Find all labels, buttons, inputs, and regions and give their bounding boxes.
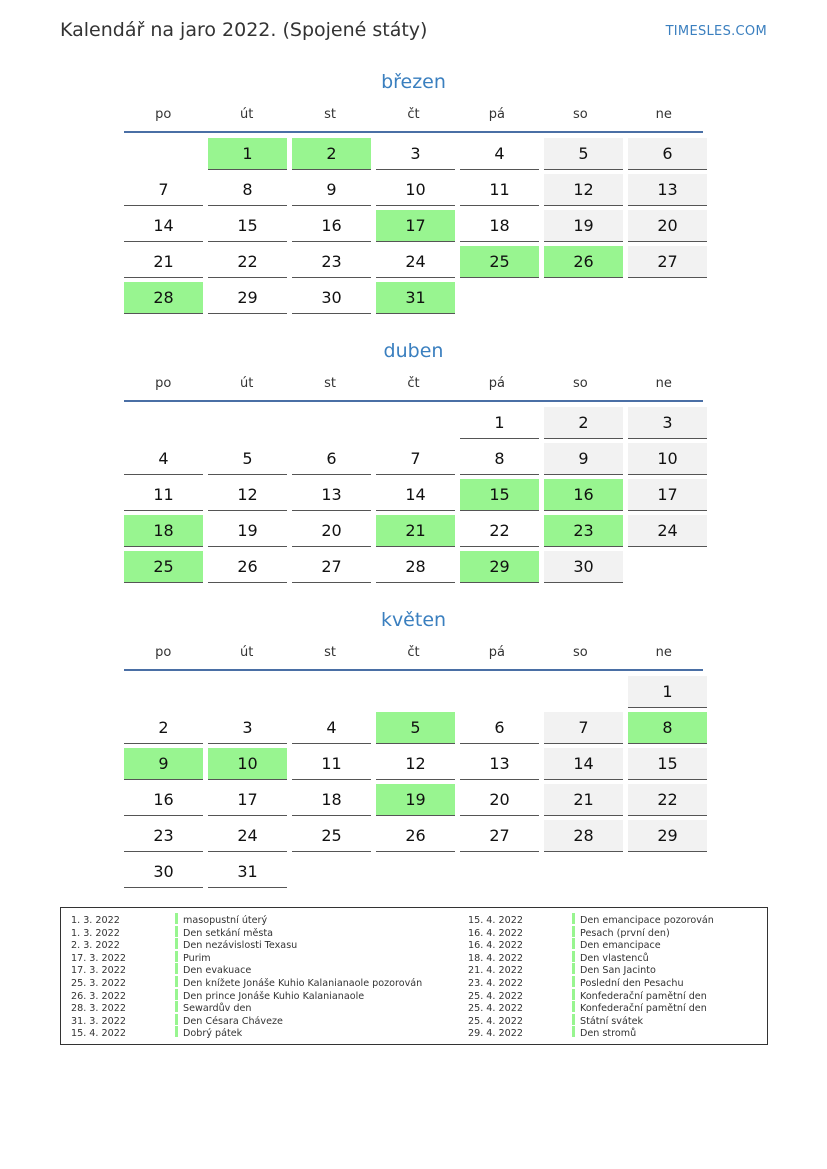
holiday-row <box>61 1001 422 1014</box>
day-cell: 6 <box>292 443 371 475</box>
weekday-label: so <box>572 106 588 122</box>
holiday-day-cell: 25 <box>460 246 539 278</box>
weekday-label: st <box>324 375 336 391</box>
holiday-row <box>458 976 714 989</box>
day-cell: 26 <box>376 820 455 852</box>
holiday-day-cell: 31 <box>376 282 455 314</box>
day-cell: 20 <box>628 210 707 242</box>
holiday-name: Konfederační pamětní den <box>580 990 707 1002</box>
holiday-name: Konfederační pamětní den <box>580 1003 707 1015</box>
day-cell: 3 <box>628 407 707 439</box>
holiday-date: 15. 4. 2022 <box>468 915 523 926</box>
holiday-date: 26. 3. 2022 <box>71 990 126 1002</box>
day-cell: 29 <box>628 820 707 852</box>
day-cell: 11 <box>292 748 371 780</box>
day-cell: 14 <box>376 479 455 511</box>
weekday-header <box>124 103 703 125</box>
weekday-label: so <box>572 644 588 660</box>
empty-cell <box>460 676 539 708</box>
day-cell: 12 <box>544 174 623 206</box>
day-grid <box>124 407 703 583</box>
day-cell: 6 <box>628 138 707 170</box>
holiday-date: 28. 3. 2022 <box>71 1003 126 1015</box>
holiday-row <box>61 989 422 1002</box>
empty-cell <box>292 676 371 708</box>
day-cell: 8 <box>208 174 287 206</box>
day-cell: 4 <box>124 443 203 475</box>
holiday-day-cell: 1 <box>208 138 287 170</box>
day-cell: 1 <box>460 407 539 439</box>
day-cell: 24 <box>628 515 707 547</box>
month-name: květen <box>380 609 447 631</box>
weekday-label: čt <box>407 644 420 660</box>
day-cell: 5 <box>208 443 287 475</box>
day-cell: 10 <box>628 443 707 475</box>
day-cell: 10 <box>376 174 455 206</box>
holiday-marker <box>175 1026 178 1037</box>
day-cell: 23 <box>292 246 371 278</box>
empty-cell <box>544 676 623 708</box>
day-cell: 30 <box>124 856 203 888</box>
day-grid <box>124 676 703 888</box>
holiday-name: Den prince Jonáše Kuhio Kalanianaole <box>183 990 365 1002</box>
weekday-label: ne <box>655 375 672 391</box>
holiday-marker <box>175 1014 178 1025</box>
empty-cell <box>376 676 455 708</box>
holiday-day-cell: 9 <box>124 748 203 780</box>
weekday-label: st <box>324 644 336 660</box>
holiday-day-cell: 19 <box>376 784 455 816</box>
holiday-date: 1. 3. 2022 <box>71 915 120 926</box>
holiday-name: Pesach (první den) <box>580 927 670 939</box>
day-cell: 28 <box>376 551 455 583</box>
holiday-day-cell: 15 <box>460 479 539 511</box>
weekday-label: pá <box>488 106 505 122</box>
holiday-marker <box>572 938 575 949</box>
holiday-marker <box>572 913 575 924</box>
day-cell: 31 <box>208 856 287 888</box>
holiday-day-cell: 8 <box>628 712 707 744</box>
holiday-name: Dobrý pátek <box>183 1028 243 1040</box>
holiday-day-cell: 2 <box>292 138 371 170</box>
weekday-label: čt <box>407 375 420 391</box>
weekday-label: ne <box>655 644 672 660</box>
empty-cell <box>292 407 371 439</box>
holiday-date: 1. 3. 2022 <box>71 927 120 939</box>
day-cell: 14 <box>544 748 623 780</box>
holiday-date: 31. 3. 2022 <box>71 1015 126 1027</box>
day-cell: 22 <box>460 515 539 547</box>
day-cell: 22 <box>208 246 287 278</box>
day-cell: 2 <box>124 712 203 744</box>
holiday-row <box>61 926 422 939</box>
day-cell: 20 <box>292 515 371 547</box>
holiday-day-cell: 29 <box>460 551 539 583</box>
day-cell: 13 <box>460 748 539 780</box>
header-divider <box>124 131 703 133</box>
holiday-row <box>458 1001 714 1014</box>
day-cell: 29 <box>208 282 287 314</box>
day-cell: 5 <box>544 138 623 170</box>
holiday-marker <box>175 913 178 924</box>
day-cell: 19 <box>544 210 623 242</box>
holiday-day-cell: 10 <box>208 748 287 780</box>
day-cell: 21 <box>124 246 203 278</box>
holiday-name: masopustní úterý <box>183 915 268 926</box>
holiday-row <box>61 1014 422 1027</box>
holiday-date: 29. 4. 2022 <box>468 1028 523 1040</box>
weekday-label: út <box>239 375 254 391</box>
day-cell: 21 <box>544 784 623 816</box>
holiday-row <box>61 963 422 976</box>
holiday-marker <box>175 951 178 962</box>
day-cell: 24 <box>208 820 287 852</box>
weekday-header <box>124 641 703 663</box>
empty-cell <box>124 676 203 708</box>
empty-cell <box>376 407 455 439</box>
day-cell: 4 <box>460 138 539 170</box>
day-cell: 7 <box>544 712 623 744</box>
day-cell: 20 <box>460 784 539 816</box>
day-cell: 3 <box>376 138 455 170</box>
holiday-date: 16. 4. 2022 <box>468 940 523 952</box>
holiday-list-right <box>458 913 714 1039</box>
day-cell: 11 <box>460 174 539 206</box>
weekday-label: út <box>239 644 254 660</box>
day-cell: 8 <box>460 443 539 475</box>
day-cell: 4 <box>292 712 371 744</box>
holiday-marker <box>572 926 575 937</box>
holiday-name: Den stromů <box>580 1028 637 1040</box>
holiday-name: Den Césara Cháveze <box>183 1015 283 1027</box>
month-april <box>124 337 703 583</box>
holiday-marker <box>572 989 575 1000</box>
holiday-name: Den San Jacinto <box>580 965 656 977</box>
day-cell: 26 <box>208 551 287 583</box>
weekday-label: pá <box>488 375 505 391</box>
day-cell: 11 <box>124 479 203 511</box>
holiday-marker <box>175 976 178 987</box>
day-cell: 18 <box>292 784 371 816</box>
brand-link[interactable]: TIMESLES.COM <box>665 24 767 39</box>
holiday-list <box>60 907 768 1045</box>
holiday-day-cell: 21 <box>376 515 455 547</box>
holiday-day-cell: 25 <box>124 551 203 583</box>
day-cell: 18 <box>460 210 539 242</box>
month-name: březen <box>381 71 446 93</box>
holiday-day-cell: 16 <box>544 479 623 511</box>
day-cell: 14 <box>124 210 203 242</box>
day-grid <box>124 138 703 314</box>
day-cell: 13 <box>628 174 707 206</box>
empty-cell <box>208 676 287 708</box>
holiday-date: 17. 3. 2022 <box>71 965 126 977</box>
holiday-marker <box>175 963 178 974</box>
holiday-date: 16. 4. 2022 <box>468 927 523 939</box>
holiday-row <box>458 963 714 976</box>
holiday-date: 25. 4. 2022 <box>468 1015 523 1027</box>
month-march <box>124 68 703 314</box>
day-cell: 7 <box>376 443 455 475</box>
empty-cell <box>124 138 203 170</box>
holiday-name: Purim <box>183 952 211 964</box>
holiday-day-cell: 23 <box>544 515 623 547</box>
holiday-name: Státní svátek <box>580 1015 644 1027</box>
day-cell: 2 <box>544 407 623 439</box>
holiday-day-cell: 17 <box>376 210 455 242</box>
day-cell: 30 <box>544 551 623 583</box>
holiday-date: 25. 3. 2022 <box>71 977 126 989</box>
holiday-date: 2. 3. 2022 <box>71 940 120 952</box>
day-cell: 7 <box>124 174 203 206</box>
holiday-name: Den emancipace <box>580 940 661 952</box>
holiday-date: 25. 4. 2022 <box>468 990 523 1002</box>
weekday-label: po <box>155 644 172 660</box>
holiday-row <box>458 926 714 939</box>
month-may <box>124 606 703 888</box>
day-cell: 22 <box>628 784 707 816</box>
holiday-list-left <box>61 913 422 1039</box>
holiday-marker <box>175 1001 178 1012</box>
holiday-marker <box>572 951 575 962</box>
day-cell: 23 <box>124 820 203 852</box>
day-cell: 28 <box>544 820 623 852</box>
day-cell: 15 <box>208 210 287 242</box>
holiday-marker <box>175 989 178 1000</box>
holiday-row <box>458 989 714 1002</box>
holiday-marker <box>175 938 178 949</box>
holiday-name: Den vlastenců <box>580 952 649 964</box>
day-cell: 16 <box>292 210 371 242</box>
day-cell: 12 <box>208 479 287 511</box>
holiday-date: 15. 4. 2022 <box>71 1028 126 1040</box>
holiday-date: 18. 4. 2022 <box>468 952 523 964</box>
day-cell: 12 <box>376 748 455 780</box>
holiday-marker <box>572 963 575 974</box>
holiday-date: 21. 4. 2022 <box>468 965 523 977</box>
day-cell: 19 <box>208 515 287 547</box>
day-cell: 9 <box>292 174 371 206</box>
holiday-row <box>458 913 714 926</box>
holiday-name: Den knížete Jonáše Kuhio Kalanianaole pozorován <box>183 977 423 989</box>
holiday-name: Den evakuace <box>183 965 252 977</box>
holiday-date: 23. 4. 2022 <box>468 977 523 989</box>
holiday-marker <box>175 926 178 937</box>
holiday-day-cell: 28 <box>124 282 203 314</box>
holiday-row <box>61 1026 422 1039</box>
day-cell: 15 <box>628 748 707 780</box>
header-divider <box>124 400 703 402</box>
weekday-label: út <box>239 106 254 122</box>
day-cell: 13 <box>292 479 371 511</box>
day-cell: 27 <box>292 551 371 583</box>
day-cell: 27 <box>460 820 539 852</box>
holiday-name: Poslední den Pesachu <box>580 977 684 989</box>
weekday-label: st <box>324 106 336 122</box>
day-cell: 30 <box>292 282 371 314</box>
weekday-label: so <box>572 375 588 391</box>
holiday-day-cell: 26 <box>544 246 623 278</box>
day-cell: 1 <box>628 676 707 708</box>
holiday-name: Den setkání města <box>183 927 274 939</box>
holiday-name: Den nezávislosti Texasu <box>183 940 298 952</box>
holiday-marker <box>572 1014 575 1025</box>
day-cell: 25 <box>292 820 371 852</box>
day-cell: 3 <box>208 712 287 744</box>
header-divider <box>124 669 703 671</box>
page-title: Kalendář na jaro 2022. (Spojené státy) <box>60 19 428 41</box>
holiday-marker <box>572 1026 575 1037</box>
holiday-date: 25. 4. 2022 <box>468 1003 523 1015</box>
holiday-row <box>61 938 422 951</box>
day-cell: 17 <box>208 784 287 816</box>
holiday-row <box>458 1026 714 1039</box>
weekday-label: čt <box>407 106 420 122</box>
weekday-label: po <box>155 106 172 122</box>
day-cell: 9 <box>544 443 623 475</box>
weekday-header <box>124 372 703 394</box>
holiday-name: Sewardův den <box>183 1003 252 1015</box>
holiday-row <box>458 1014 714 1027</box>
day-cell: 17 <box>628 479 707 511</box>
holiday-date: 17. 3. 2022 <box>71 952 126 964</box>
holiday-marker <box>572 1001 575 1012</box>
day-cell: 6 <box>460 712 539 744</box>
day-cell: 16 <box>124 784 203 816</box>
holiday-row <box>61 913 422 926</box>
holiday-day-cell: 18 <box>124 515 203 547</box>
empty-cell <box>208 407 287 439</box>
holiday-row <box>458 951 714 964</box>
empty-cell <box>124 407 203 439</box>
holiday-name: Den emancipace pozorován <box>580 915 714 926</box>
holiday-day-cell: 5 <box>376 712 455 744</box>
weekday-label: pá <box>488 644 505 660</box>
holiday-row <box>458 938 714 951</box>
weekday-label: ne <box>655 106 672 122</box>
day-cell: 27 <box>628 246 707 278</box>
holiday-row <box>61 951 422 964</box>
holiday-marker <box>572 976 575 987</box>
day-cell: 24 <box>376 246 455 278</box>
weekday-label: po <box>155 375 172 391</box>
holiday-row <box>61 976 422 989</box>
month-name: duben <box>383 340 444 362</box>
